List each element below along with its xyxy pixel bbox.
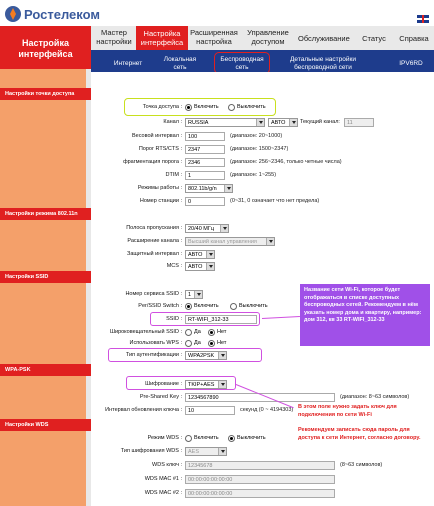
section-80211n: Настройки режима 802.11n: [0, 208, 91, 220]
guard-select[interactable]: [185, 250, 215, 259]
nav-help[interactable]: Справка: [399, 34, 429, 43]
ssid-num-label: Номер сервиса SSID :: [125, 291, 182, 297]
rts-label: Порог RTS/CTS :: [138, 146, 182, 152]
station-label: Номер станции :: [139, 198, 182, 204]
nav-status[interactable]: Статус: [362, 34, 386, 43]
ssid-switch-off-radio[interactable]: [230, 303, 237, 310]
section-wpa: WPA-PSK: [0, 364, 91, 376]
brand-name: Ростелеком: [24, 7, 100, 22]
section-wds: Настройки WDS: [0, 419, 91, 431]
dtim-label: DTIM :: [165, 172, 182, 178]
nav-advanced[interactable]: Расширенная настройка: [190, 28, 238, 46]
channel-label: Канал :: [163, 119, 182, 125]
channel-country-value: RUSSIA: [188, 120, 209, 126]
wps-no-radio[interactable]: [208, 340, 215, 347]
encryption-label: Шифрование :: [145, 381, 182, 387]
broadcast-yes-label: Да: [194, 329, 201, 335]
bandwidth-value: 20/40 МГц: [188, 226, 215, 232]
chevron-down-icon: [224, 185, 232, 192]
wds-key-input: 12345678: [185, 461, 335, 470]
uk-flag-icon[interactable]: [417, 15, 429, 23]
ssid-switch-on-radio[interactable]: [185, 303, 192, 310]
broadcast-yes-radio[interactable]: [185, 329, 192, 336]
wds-enc-label: Тип шифрования WDS :: [120, 448, 182, 454]
ssid-num-value: 1: [188, 292, 192, 298]
subnav-ipv6rd[interactable]: IPV6RD: [399, 60, 423, 67]
wireless-tab-highlight: [214, 52, 270, 74]
dtim-hint: (диапазон: 1~255): [230, 172, 277, 178]
wds-on-label: Включить: [194, 435, 219, 441]
rekey-label: Интервал обновления ключа :: [105, 407, 182, 413]
wps-yes-label: Да: [194, 340, 201, 346]
extension-value: Высший канал управления: [188, 239, 257, 245]
beacon-input[interactable]: 100: [185, 132, 225, 141]
key-note: В этом поле нужно задать ключ для подключения по сети Wi-Fi: [298, 404, 397, 418]
current-channel-label: Текущий канал:: [300, 119, 340, 125]
wds-key-label: WDS ключ :: [152, 462, 182, 468]
wds-key-hint: (8~63 символов): [340, 462, 383, 468]
encryption-highlight: [126, 376, 236, 390]
chevron-down-icon: [206, 263, 214, 270]
rts-hint: (диапазон: 1500~2347): [230, 146, 289, 152]
rostelecom-logo-icon: [4, 5, 22, 23]
beacon-hint: (диапазон: 20~1000): [230, 133, 283, 139]
wps-yes-radio[interactable]: [185, 340, 192, 347]
wps-no-label: Нет: [217, 340, 227, 346]
station-hint: (0~31, 0 означает что нет предела): [230, 198, 320, 204]
nav-access-control[interactable]: Управление доступом: [247, 28, 289, 46]
auth-label: Тип аутентификации :: [125, 352, 182, 358]
access-point-on-label: Включить: [194, 104, 219, 110]
channel-mode-value: АВТО: [271, 120, 286, 126]
wds-mac2-label: WDS MAC #2 :: [144, 490, 182, 496]
bandwidth-label: Полоса пропускания :: [126, 225, 182, 231]
rts-input[interactable]: 2347: [185, 145, 225, 154]
header: [0, 0, 434, 26]
wds-off-radio[interactable]: [228, 435, 235, 442]
ssid-label: SSID :: [166, 316, 182, 322]
ssid-highlight: [150, 312, 260, 326]
wds-enc-value: AES: [188, 449, 200, 455]
subnav-wireless-advanced[interactable]: Детальные настройки беспроводной сети: [290, 56, 356, 71]
access-point-off-label: Выключить: [237, 104, 266, 110]
frag-hint: (диапазон: 256~2346, только четные числа): [230, 159, 342, 165]
ssid-num-select[interactable]: [185, 290, 203, 299]
subnav-wireless[interactable]: Беспроводная сеть: [220, 56, 264, 71]
chevron-down-icon: [256, 119, 264, 126]
wds-mac1-label: WDS MAC #1 :: [144, 476, 182, 482]
broadcast-no-radio[interactable]: [208, 329, 215, 336]
nav-maintenance[interactable]: Обслуживание: [298, 34, 350, 43]
wds-off-label: Выключить: [237, 435, 266, 441]
access-point-highlight: [124, 98, 276, 116]
ssid-input[interactable]: RT-WIFI_312-33: [185, 315, 257, 324]
rekey-hint: секунд (0 ~ 4194303): [240, 407, 294, 413]
access-point-label: Точка доступа :: [142, 104, 182, 110]
broadcast-label: Широковещательный SSID :: [109, 329, 182, 335]
chevron-down-icon: [194, 291, 202, 298]
auth-highlight: [108, 348, 262, 362]
chevron-down-icon: [220, 225, 228, 232]
chevron-down-icon: [218, 448, 226, 455]
chevron-down-icon: [289, 119, 297, 126]
mode-value: 802.11b/g/n: [188, 186, 217, 192]
wds-on-radio[interactable]: [185, 435, 192, 442]
broadcast-no-label: Нет: [217, 329, 227, 335]
chevron-down-icon: [206, 251, 214, 258]
ssid-note: Название сети Wi-Fi, которое будет отображаться в списке доступных беспроводных сетей. Рекомендуем в нём указать номер дома и квартиру, например: дом 312, кв 33 RT-WIFI_312-33: [300, 284, 430, 346]
guard-label: Защитный интервал :: [127, 251, 182, 257]
extension-select: [185, 237, 275, 246]
wds-mode-label: Режим WDS :: [147, 435, 182, 441]
rostelecom-logo[interactable]: [2, 4, 112, 24]
ssid-switch-off-label: Выключить: [239, 303, 268, 309]
rekey-input[interactable]: 10: [185, 406, 235, 415]
mode-select[interactable]: [185, 184, 233, 193]
psk-label: Pre-Shared Key :: [139, 394, 182, 400]
ssid-switch-on-label: Включить: [194, 303, 219, 309]
page-title: Настройка интерфейса: [0, 26, 91, 69]
ssid-switch-label: Per/SSID Switch :: [138, 303, 182, 309]
extension-label: Расширение канала :: [127, 238, 182, 244]
subnav-lan[interactable]: Локальная сеть: [163, 56, 197, 71]
wps-label: Использовать WPS :: [129, 340, 182, 346]
bandwidth-select[interactable]: [185, 224, 229, 233]
sidebar: [0, 69, 91, 506]
section-ap: Настройки точки доступа: [0, 88, 91, 100]
wds-enc-select: [185, 447, 227, 456]
mode-label: Режимы работы :: [137, 185, 182, 191]
dtim-input[interactable]: 1: [185, 171, 225, 180]
auth-value: WPA2PSK: [188, 353, 215, 359]
nav-wizard[interactable]: Мастер настройки: [96, 28, 132, 46]
nav-interface-setup[interactable]: Настройка интерфейса: [136, 26, 188, 50]
subnav-internet[interactable]: Интернет: [113, 60, 143, 67]
wds-mac1-input: 00:00:00:00:00:00: [185, 475, 335, 484]
station-input[interactable]: 0: [185, 197, 225, 206]
channel-mode-select[interactable]: [268, 118, 298, 127]
mcs-value: АВТО: [188, 264, 203, 270]
mcs-select[interactable]: [185, 262, 215, 271]
channel-country-select[interactable]: [185, 118, 265, 127]
wds-mac2-input: 00:00:00:00:00:00: [185, 489, 335, 498]
mcs-label: MCS :: [166, 263, 182, 269]
section-ssid: Настройки SSID: [0, 271, 91, 283]
current-channel-field: 11: [344, 118, 374, 127]
frag-label: фрагментация порога :: [123, 159, 182, 165]
chevron-down-icon: [266, 238, 274, 245]
psk-input[interactable]: 1234567890: [185, 393, 335, 402]
beacon-label: Весовой интервал :: [132, 133, 182, 139]
psk-hint: (диапазон: 8~63 символов): [340, 394, 410, 400]
frag-input[interactable]: 2346: [185, 158, 225, 167]
encryption-value: TKIP+AES: [188, 382, 215, 388]
password-note: Рекомендуем записать сюда пароль для доступа к сети Интернет, согласно договору.: [298, 427, 421, 441]
guard-value: АВТО: [188, 252, 203, 258]
